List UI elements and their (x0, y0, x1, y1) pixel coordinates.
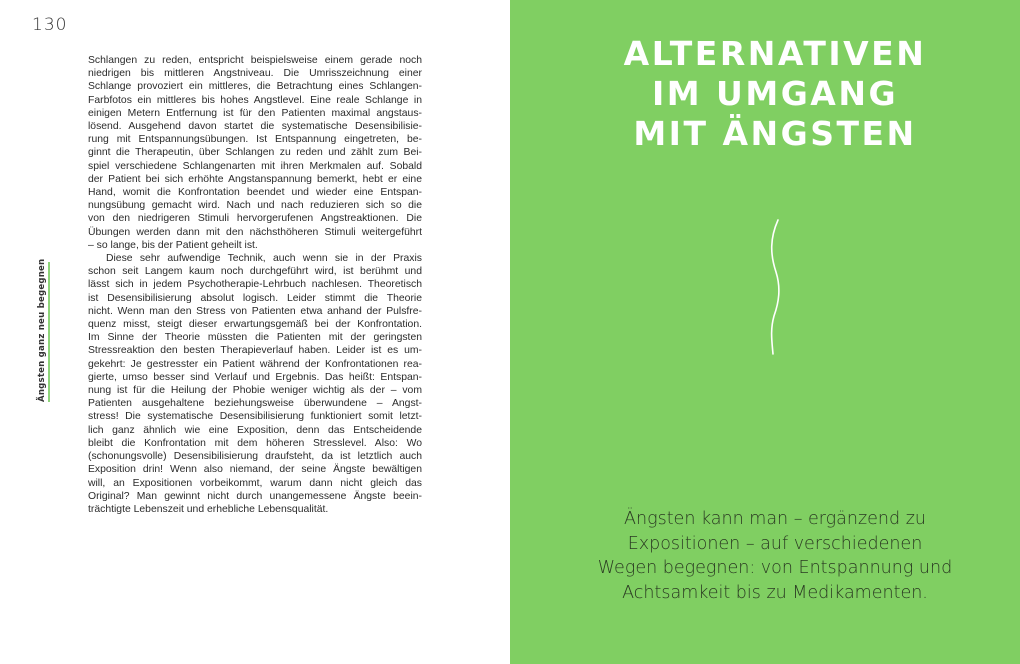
text-line: (schonungsvolle) Desensibilisierung draufsteht, da ist letztlich auch (88, 451, 422, 463)
chapter-title-line: ALTERNATIVEN (623, 34, 927, 73)
text-line: von den niedrigeren Stimuli hervorgerufenen Angstreaktionen. Die (88, 213, 422, 225)
chapter-title (510, 34, 1020, 154)
chapter-title-line: MIT ÄNGSTEN (633, 114, 917, 153)
text-line: gekehrt: Je gestresster ein Patient während der Konfrontationen rea- (88, 358, 422, 370)
text-line: gierte, umso besser sind Verlauf und Ergebnis. Das heißt: Entspan- (88, 371, 422, 383)
text-line: einigen Metern Entfernung ist für den Patienten maximal angstaus- (88, 107, 422, 119)
text-line: Stressreaktion den besten Therapieverlauf haben. Leider ist es um- (88, 345, 422, 357)
chapter-summary (570, 507, 980, 605)
body-text (88, 54, 422, 516)
summary-line: Ängsten kann man – ergänzend zu (624, 509, 926, 529)
text-line: Patienten ausgehaltene beziehungsweise überwundene – Angst- (88, 398, 422, 410)
text-line: lässt sich in jedem Psychotherapie-Lehrbuch nachlesen. Theoretisch (88, 279, 422, 291)
text-line: lich ganz ähnlich wie eine Exposition, denn das Entscheidende (88, 424, 422, 436)
text-line: rung mit Entspannungsübungen. Ist Entspannung eingetreten, be- (88, 134, 422, 146)
text-line: will, an Expositionen vorbeikommt, warum dann nicht gleich das (88, 477, 422, 489)
text-line: spiel verschiedene Schlangenarten mit ihren Merkmalen auf. Sobald (88, 160, 422, 172)
wavy-line-icon (760, 216, 790, 358)
text-line: niedrigen bis mittleren Angstniveau. Die Umrisszeichnung einer (88, 68, 422, 80)
running-header-rule (48, 262, 50, 402)
text-line: der Patient bei sich erhöhte Angstanspannung bemerkt, hebt er eine (88, 173, 422, 185)
running-header: Ängsten ganz neu begegnen (37, 258, 47, 402)
right-page (510, 0, 1020, 664)
text-line: Schlange provoziert ein mittleres, die Betrachtung eines Schlangen- (88, 81, 422, 93)
text-line: – so lange, bis der Patient geheilt ist. (88, 239, 258, 251)
text-line: Schlangen zu reden, entspricht beispielsweise einem gerade noch (88, 55, 422, 66)
text-line: nungsübung gemacht wird. Nach und nach reduzieren sich so die (88, 200, 422, 212)
text-line: lösend. Ausgehend davon startet die systematische Desensibilisie- (88, 121, 422, 133)
text-line: Farbfotos ein mittleres bis hohes Angstlevel. Eine reale Schlange in (88, 94, 422, 106)
text-line: Exposition drin! Wenn also niemand, der seine Ängste bewältigen (88, 464, 422, 476)
summary-line: Expositionen – auf verschiedenen (627, 533, 923, 554)
text-line: trächtigte Lebenszeit und erhebliche Lebensqualität. (88, 503, 329, 515)
summary-line: Wegen begegnen: von Entspannung und (597, 558, 953, 578)
text-line: ginnt die Therapeutin, über Schlangen zu reden und zählt zum Bei- (88, 147, 422, 159)
chapter-title-line: IM UMGANG (651, 74, 899, 113)
summary-line: Achtsamkeit bis zu Medikamenten. (622, 582, 928, 603)
text-line: Original? Man gewinnt nicht durch unangemessene Ängste beein- (88, 490, 422, 502)
page-number: 130 (32, 15, 68, 35)
text-line: Hand, womit die Konfrontation beendet und wieder eine Entspan- (88, 187, 422, 199)
text-line: Diese sehr aufwendige Technik, auch wenn sie in der Praxis (106, 253, 422, 265)
text-line: quenz misst, steigt dieser erwartungsgemäß bei der Konfrontation. (88, 319, 422, 331)
text-line: schon seit Langem kaum noch durchgeführt wird, ist berühmt und (88, 266, 422, 278)
text-line: nung ist für die Heilung der Phobie weniger wichtig als der – vom (88, 385, 422, 397)
text-line: Übungen werden dann mit den nächsthöheren Stimuli weitergeführt (88, 226, 422, 238)
text-line: stress! Die systematische Desensibilisierung funktioniert somit letzt- (88, 411, 422, 423)
text-line: Im Sinne der Theorie müssten die Patienten mit der geringsten (88, 332, 422, 344)
text-line: nicht. Wenn man den Stress von Patienten etwa anhand der Pulsfre- (88, 305, 422, 317)
text-line: bleibt die Konfrontation mit dem höheren Stresslevel. Also: Wo (88, 437, 422, 449)
text-line: ist Desensibilisierung absolut logisch. Leider stimmt die Theorie (88, 292, 422, 304)
